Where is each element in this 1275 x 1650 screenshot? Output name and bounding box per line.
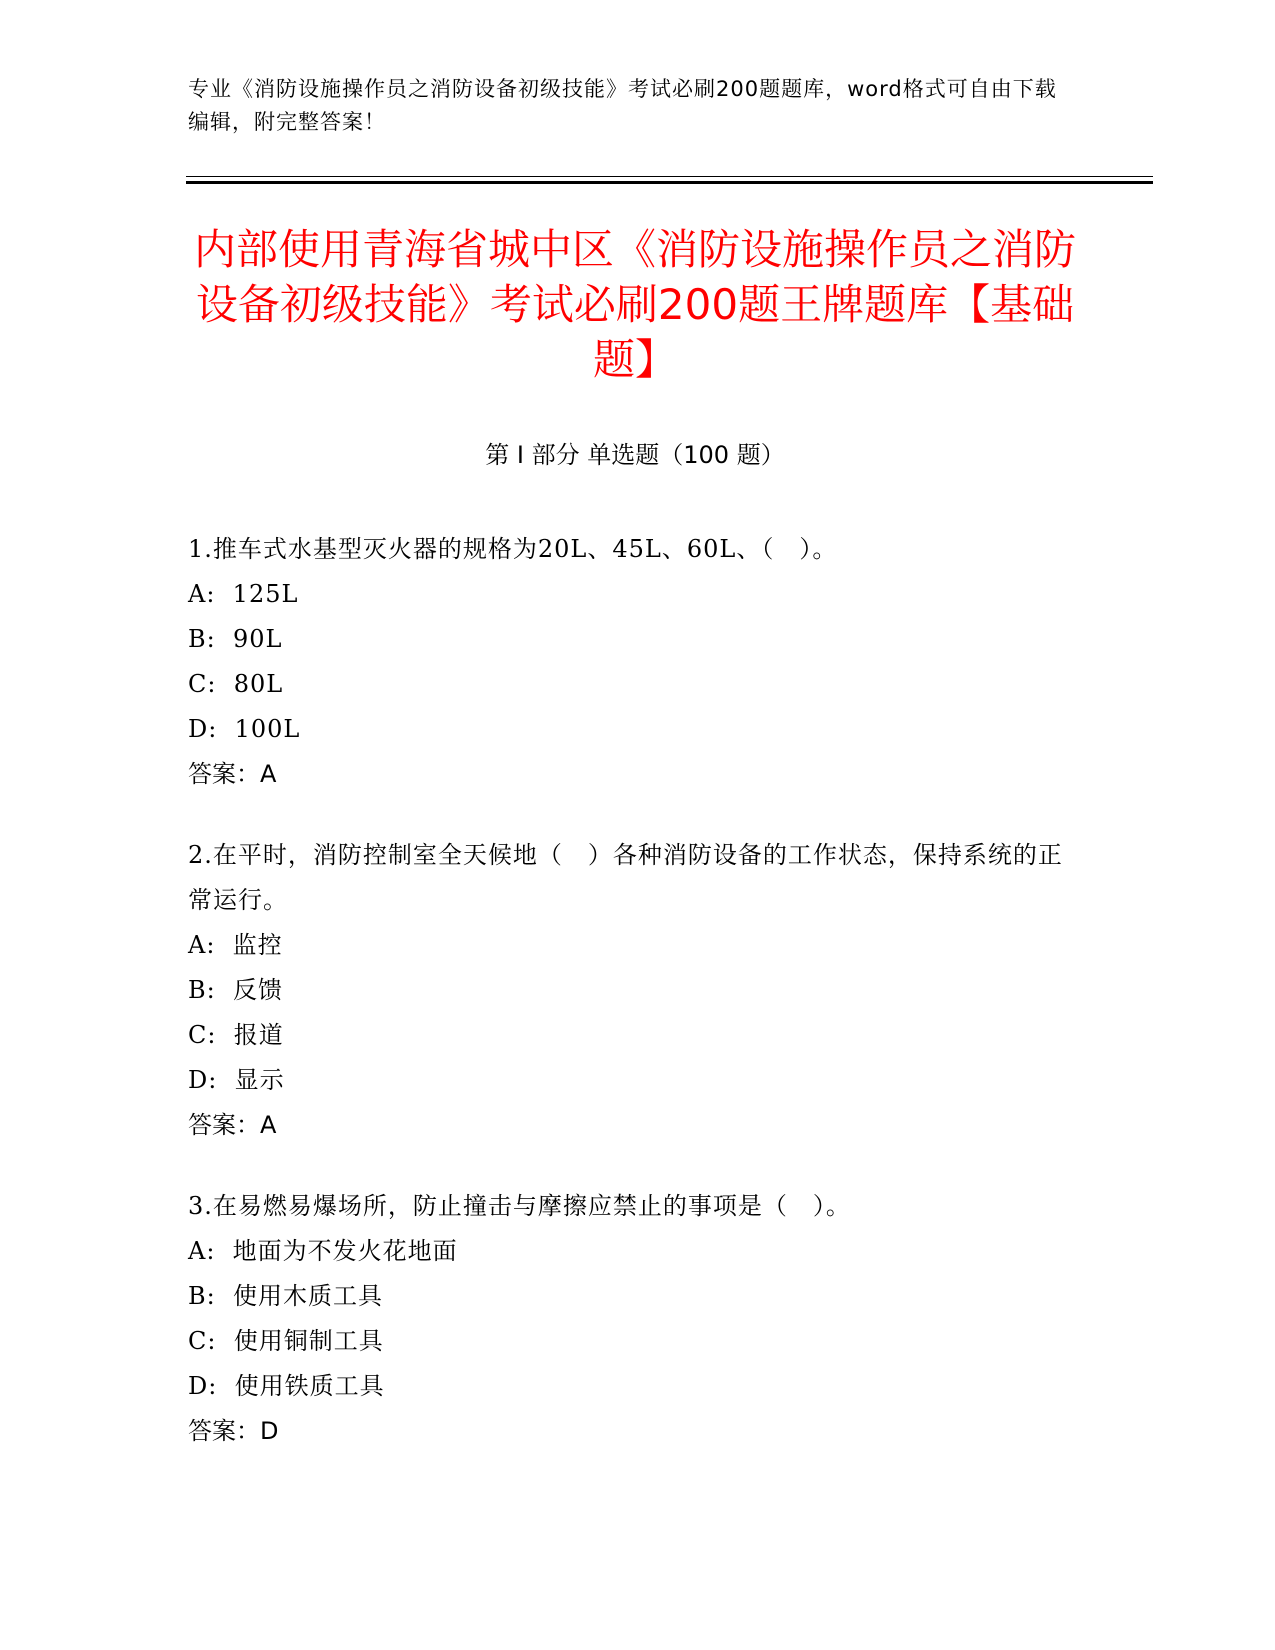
header-divider-thick <box>186 181 1153 184</box>
question-2 <box>188 833 1068 1148</box>
option-d: D: 100L <box>188 715 301 743</box>
answer-text: 答案：A <box>188 1111 277 1139</box>
question-stem: 3.在易燃易爆场所，防止撞击与摩擦应禁止的事项是（ ）。 <box>188 1192 851 1220</box>
question-stem: 1.推车式水基型灭火器的规格为20L、45L、60L、（ ）。 <box>188 535 838 563</box>
option-d: D: 显示 <box>188 1066 285 1094</box>
option-c: C: 报道 <box>188 1021 284 1049</box>
option-a: A: 地面为不发火花地面 <box>188 1237 458 1265</box>
document-title: 内部使用青海省城中区《消防设施操作员之消防设备初级技能》考试必刷200题王牌题库【基础题】 <box>193 225 1076 384</box>
option-c: C: 80L <box>188 670 284 698</box>
question-1 <box>188 527 1068 797</box>
answer-text: 答案：D <box>188 1417 279 1445</box>
option-b: B: 90L <box>188 625 283 653</box>
question-list <box>188 527 1068 1490</box>
answer-text: 答案：A <box>188 760 277 788</box>
header-divider-thin <box>186 176 1153 177</box>
question-3 <box>188 1184 1068 1454</box>
option-a: A: 125L <box>188 580 299 608</box>
option-a: A: 监控 <box>188 931 283 959</box>
option-b: B: 反馈 <box>188 976 283 1004</box>
question-stem: 2.在平时，消防控制室全天候地（ ）各种消防设备的工作状态，保持系统的正常运行。 <box>188 841 1063 914</box>
option-c: C: 使用铜制工具 <box>188 1327 384 1355</box>
option-b: B: 使用木质工具 <box>188 1282 383 1310</box>
section-heading: 第 I 部分 单选题（100 题） <box>485 441 785 469</box>
option-d: D: 使用铁质工具 <box>188 1372 385 1400</box>
header-text: 专业《消防设施操作员之消防设备初级技能》考试必刷200题题库，word格式可自由下载编辑，附完整答案！ <box>188 77 1057 134</box>
